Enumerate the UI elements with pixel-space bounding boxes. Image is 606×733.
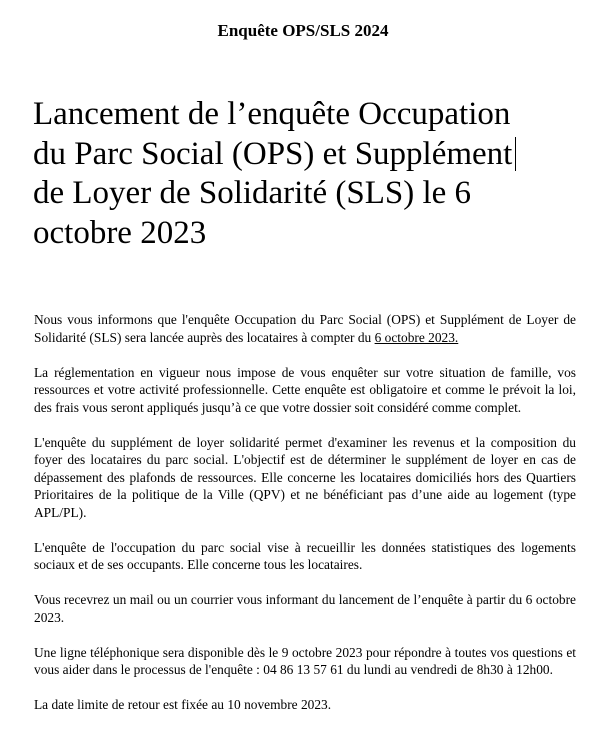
paragraph-notification: Vous recevrez un mail ou un courrier vous informant du lancement de l’enquête à partir du 6 octobre 2023.	[34, 592, 576, 625]
document-body	[34, 311, 576, 731]
paragraph-sls: L'enquête du supplément de loyer solidarité permet d'examiner les revenus et la composition du foyer des locataires du parc social. L'objectif est de déterminer le supplément de loyer en cas de dépassement des plafonds de ressources. Elle concerne les locataires domiciliés hors des Quartiers Prioritaires de la politique de la Ville (QPV) et ne bénéficiant pas d’une aide au logement (type APL/PL).	[34, 434, 576, 520]
paragraph-ops: L'enquête de l'occupation du parc social vise à recueillir les données statistiques des logements sociaux et de ses occupants. Elle concerne tous les locataires.	[34, 539, 576, 572]
paragraph-launch	[34, 311, 576, 346]
headline-line-2-text: du Parc Social (OPS) et Supplément	[33, 135, 513, 172]
paragraph-phone-line: Une ligne téléphonique sera disponible dès le 9 octobre 2023 pour répondre à toutes vos questions et vous aider dans le processus de l'enquête : 04 86 13 57 61 du lundi au vendredi de 8h30 à 12h00.	[34, 644, 576, 677]
headline-line-4: octobre 2023	[33, 214, 207, 251]
headline-line-2	[33, 135, 593, 175]
document-title: Enquête OPS/SLS 2024	[217, 21, 389, 40]
headline-line-1: Lancement de l’enquête Occupation	[33, 96, 511, 132]
headline-line-3: de Loyer de Solidarité (SLS) le 6	[33, 175, 472, 211]
paragraph-launch-text: Nous vous informons que l'enquête Occupation du Parc Social (OPS) et Supplément de Loyer de Solidarité (SLS) sera lancée auprès des locataires à compter du	[34, 312, 576, 345]
paragraph-deadline: La date limite de retour est fixée au 10 novembre 2023.	[34, 697, 332, 712]
text-cursor	[515, 137, 516, 171]
headline	[33, 95, 593, 253]
paragraph-regulation: La réglementation en vigueur nous impose de vous enquêter sur votre situation de famille, vos ressources et votre activité professionnelle. Cette enquête est obligatoire et comme le prévoit la loi, des frais vous seront appliqués jusqu’à ce que votre dossier soit considéré comme complet.	[34, 364, 576, 415]
launch-date: 6 octobre 2023.	[374, 329, 459, 345]
